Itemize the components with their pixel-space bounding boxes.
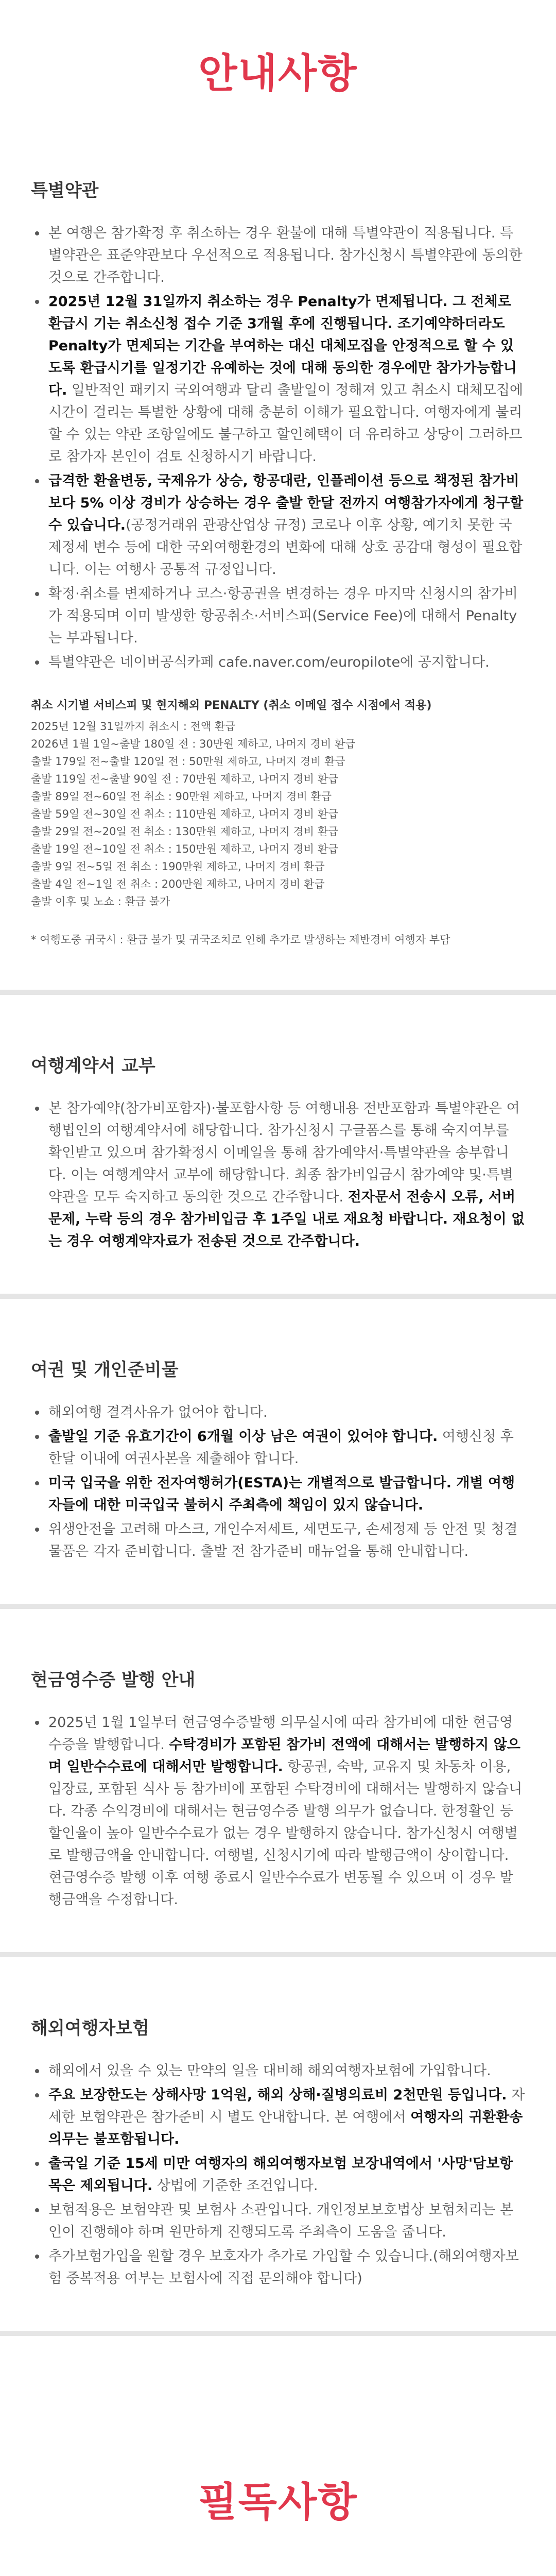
penalty-row: 출발 179일 전~출발 120일 전 : 50만원 제하고, 나머지 경비 환급	[31, 755, 345, 768]
item-text: 항공권, 숙박, 교유지 및 차동차 이용, 입장료, 포함된 식사 등 참가비에 포함된 수탁경비에 대해서는 발행하지 않습니다. 각종 수익경비에 대해서는 현금영수증 발행 의무가 없습니다. 한정활인 등 할인율이 높아 일반수수료가 없는 경우 발행하지 않습니다. 참가신청시 여행별로 발행금액을 안내합니다. 여행별, 신청시기에 따라 발행금액이 상이합니다. 현금영수증 발행 이후 여행 종료시 일반수수료가 변동될 수 있으며 이 경우 발행금액을 수정합니다.	[48, 1759, 523, 1908]
penalty-row: 출발 이후 및 노쇼 : 환급 불가	[31, 895, 170, 908]
item-bold: 미국 입국을 위한 전자여행허가(ESTA)는 개별적으로 발급합니다. 개별 여행자들에 대한 미국입국 불허시 주최측에 책임이 있지 않습니다.	[48, 1475, 515, 1513]
list-item	[31, 2199, 525, 2243]
item-bold: 여행자의 귀환환송의무는 불포함됩니다.	[48, 2109, 523, 2147]
list-item	[31, 1711, 525, 1911]
item-text: (공정거래위 관광산업상 규정) 코로나 이후 상황, 예기치 못한 국제정세 변수 등에 대한 국외여행환경의 변화에 대해 상호 공감대 형성이 필요합니다. 이는 여행사 공통적 규정입니다.	[48, 517, 523, 578]
item-text: 위생안전을 고려해 마스크, 개인수저세트, 세면도구, 손세정제 등 안전 및 청결 물품은 각자 준비합니다. 출발 전 참가준비 매뉴얼을 통해 안내합니다.	[48, 1521, 518, 1560]
penalty-row: 출발 4일 전~1일 전 취소 : 200만원 제하고, 나머지 경비 환급	[31, 878, 325, 890]
list-item	[31, 2060, 525, 2082]
penalty-row: 2026년 1월 1일~출발 180일 전 : 30만원 제하고, 나머지 경비 환급	[31, 738, 356, 750]
cash-receipt-title: 현금영수증 발행 안내	[31, 1670, 196, 1690]
main-title: 안내사항	[198, 50, 358, 97]
list-item	[31, 2153, 525, 2197]
special-terms-section	[0, 176, 556, 948]
section-divider	[0, 1604, 556, 1609]
cash-receipt-section	[0, 1666, 556, 1911]
insurance-list	[31, 2060, 525, 2290]
item-text: 확정·취소를 변제하거나 코스·항공권을 변경하는 경우 마지막 신청시의 참가비가 적용되며 이미 발생한 항공취소·서비스피(Service Fee)에 대해서 Penalty는 부과됩니다.	[48, 586, 518, 646]
item-bold: 출발일 기준 유효기간이 6개월 이상 남은 여권이 있어야 합니다.	[48, 1429, 438, 1445]
penalty-note: * 여행도중 귀국시 : 환급 불가 및 귀국조치로 인해 추가로 발생하는 제반경비 여행자 부담	[31, 934, 450, 946]
list-item	[31, 1426, 525, 1470]
item-text: 해외에서 있을 수 있는 만약의 일을 대비해 해외여행자보험에 가입합니다.	[48, 2063, 491, 2079]
list-item	[31, 1401, 525, 1423]
cash-receipt-list	[31, 1711, 525, 1911]
passport-list	[31, 1401, 525, 1563]
item-bold: 전자문서 전송시 오류, 서버문제, 누락 등의 경우 참가비입금 후 1주일 내로 재요청 바랍니다. 재요청이 없는 경우 여행계약자료가 전송된 것으로 간주합니다.	[48, 1189, 525, 1249]
passport-section	[0, 1355, 556, 1563]
section-divider	[0, 2331, 556, 2336]
item-text: 보험적용은 보험약관 및 보험사 소관입니다. 개인정보보호법상 보험처리는 본인이 진행해야 하며 원만하게 진행되도록 주최측이 도움을 줍니다.	[48, 2202, 514, 2240]
item-text: 해외여행 결격사유가 없어야 합니다.	[48, 1404, 268, 1420]
contract-title: 여행계약서 교부	[31, 1056, 155, 1076]
penalty-row: 출발 9일 전~5일 전 취소 : 190만원 제하고, 나머지 경비 환급	[31, 860, 325, 873]
section-divider	[0, 1294, 556, 1299]
item-text: 2025년 1월 1일부터 현금영수증발행 의무실시에 따라 참가비에 대한 현금영수증을 발행합니다.	[48, 1715, 513, 1753]
item-text: 일반적인 패키지 국외여행과 달리 출발일이 정해져 있고 취소시 대체모집에 시간이 걸리는 특별한 상황에 대해 충분히 이해가 필요합니다. 여행자에게 불리할 수 있는 약관 조항일에도 불구하고 할인혜택이 더 유리하고 상당이 그러하므로 참가자 본인이 검토 신청하시기 바랍니다.	[48, 382, 524, 465]
special-terms-list	[31, 222, 525, 673]
list-item	[31, 2245, 525, 2290]
insurance-title: 해외여행자보험	[31, 2018, 149, 2039]
list-item	[31, 1472, 525, 1516]
penalty-row: 2025년 12월 31일까지 취소시 : 전액 환급	[31, 720, 236, 733]
item-bold: 2025년 12월 31일까지 취소하는 경우 Penalty가 면제됩니다. 그 전체로 환급시 기는 취소신청 접수 기준 3개월 후에 진행됩니다. 조기예약하더라도 Penalty가 면제되는 기간을 부여하는 대신 대체모집을 안정적으로 할 수 있도록 환급시기를 일정기간 유예하는 것에 대해 동의한 경우에만 참가가능합니다.	[48, 294, 517, 398]
list-item	[31, 1518, 525, 1563]
contract-list	[31, 1097, 525, 1252]
penalty-row: 출발 59일 전~30일 전 취소 : 110만원 제하고, 나머지 경비 환급	[31, 808, 339, 820]
list-item	[31, 2084, 525, 2150]
penalty-row: 출발 19일 전~10일 전 취소 : 150만원 제하고, 나머지 경비 환급	[31, 843, 339, 855]
item-text: 특별약관은 네이버공식카페 cafe.naver.com/europilote에 공지합니다.	[48, 654, 490, 670]
special-terms-title: 특별약관	[31, 180, 99, 201]
item-text: 자세한 보험약관은 참가준비 시 별도 안내합니다. 본 여행에서	[48, 2087, 525, 2125]
contract-section	[0, 1052, 556, 1252]
section-divider	[0, 990, 556, 995]
section-divider	[0, 1952, 556, 1957]
list-item	[31, 222, 525, 289]
must-read-title: 필독사항	[198, 2479, 358, 2526]
list-item	[31, 583, 525, 649]
item-bold: 출국일 기준 15세 미만 여행자의 해외여행자보험 보장내역에서 '사망'담보항목은 제외됩니다.	[48, 2156, 513, 2194]
item-text: 본 참가예약(참가비포함자)·불포함사항 등 여행내용 전반포함과 특별약관은 여행법인의 여행계약서에 해당합니다. 참가신청시 구글폼스를 통해 숙지여부를 확인받고 있으며 참가확정시 이메일을 통해 참가예약서·특별약관을 송부합니다. 이는 여행계약서 교부에 해당합니다. 최종 참가비입금시 참가예약 및·특별약관을 모두 숙지하고 동의한 것으로 간주합니다.	[48, 1100, 520, 1205]
item-bold: 급격한 환율변동, 국제유가 상승, 항공대란, 인플레이션 등으로 책정된 참가비보다 5% 이상 경비가 상승하는 경우 출발 한달 전까지 여행참가자에게 청구할 수 있습니다.	[48, 473, 524, 533]
item-bold: 수탁경비가 포함된 참가비 전액에 대해서는 발행하지 않으며 일반수수료에 대해서만 발행합니다.	[48, 1737, 520, 1775]
penalty-row: 출발 29일 전~20일 전 취소 : 130만원 제하고, 나머지 경비 환급	[31, 825, 339, 838]
penalty-row: 출발 119일 전~출발 90일 전 : 70만원 제하고, 나머지 경비 환급	[31, 773, 339, 785]
penalty-table	[31, 697, 525, 948]
item-bold: 주요 보장한도는 상해사망 1억원, 해외 상해·질병의료비 2천만원 등입니다.	[48, 2087, 507, 2103]
item-text: 본 여행은 참가확정 후 취소하는 경우 환불에 대해 특별약관이 적용됩니다. 특별약관은 표준약관보다 우선적으로 적용됩니다. 참가신청시 특별약관에 동의한 것으로 간주합니다.	[48, 225, 523, 285]
penalty-row: 출발 89일 전~60일 전 취소 : 90만원 제하고, 나머지 경비 환급	[31, 790, 332, 803]
insurance-section	[0, 2014, 556, 2290]
item-text: 상법에 기준한 조건입니다.	[152, 2178, 318, 2194]
list-item	[31, 470, 525, 581]
list-item	[31, 291, 525, 468]
passport-title: 여권 및 개인준비물	[31, 1360, 179, 1380]
item-text: 여행신청 후 한달 이내에 여권사본을 제출해야 합니다.	[48, 1429, 514, 1467]
penalty-head: 취소 시기별 서비스피 및 현지해외 PENALTY (취소 이메일 접수 시점에서 적용)	[31, 699, 432, 712]
item-text: 추가보험가입을 원할 경우 보호자가 추가로 가입할 수 있습니다.(해외여행자보험 중복적용 여부는 보험사에 직접 문의해야 합니다)	[48, 2248, 519, 2286]
list-item	[31, 651, 525, 673]
list-item	[31, 1097, 525, 1252]
